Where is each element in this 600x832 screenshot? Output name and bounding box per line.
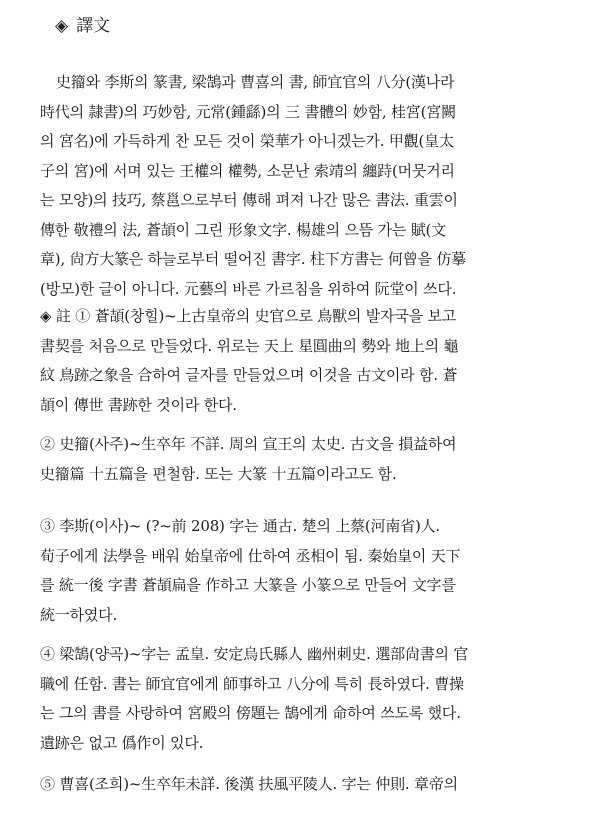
note-line: 는 그의 書를 사랑하여 宮殿의 傍題는 鵠에게 命하여 쓰도록 했다. (40, 704, 461, 722)
note-line: ④ 梁鵠(양곡)~字는 孟皇. 安定烏氏縣人 幽州刺史. 選部尙書의 官 (40, 645, 469, 663)
translation-line: 는 모양)의 技巧, 蔡邕으로부터 傳해 펴져 나간 많은 書法. 重雲이 (40, 191, 458, 209)
note-line: 를 統一後 字書 蒼頡扁을 作하고 大篆을 小篆으로 만들어 文字를 (40, 576, 456, 594)
note-line: 書契를 처음으로 만들었다. 위로는 天上 星圓曲의 勢와 地上의 龜 (40, 336, 459, 355)
note-line: 荀子에게 法學을 배워 始皇帝에 仕하여 丞相이 됨. 秦始皇이 天下 (40, 546, 461, 565)
note-line: 紋 鳥跡之象을 合하여 글자를 만들었으며 이것을 古文이라 함. 蒼 (40, 366, 458, 384)
translation-line: 時代의 隷書)의 巧妙함, 元常(鍾繇)의 三 書體의 妙함, 桂宮(宮闕 (40, 102, 456, 121)
note-line: 史籀篇 十五篇을 편철함. 또는 大篆 十五篇이라고도 함. (40, 464, 397, 483)
heading-title: 譯文 (76, 16, 111, 36)
translation-paragraph (40, 68, 580, 304)
translation-line: 史籀와 李斯의 篆書, 梁鵠과 曹喜의 書, 師宜官의 八分(漢나라 (56, 73, 455, 91)
note-line: ⑤ 曹喜(조희)~生卒年未詳. 後漢 扶風平陵人. 字는 仲則. 章帝의 (40, 775, 458, 793)
translation-line: 子의 宮)에 서며 있는 王權의 權勢, 소문난 索靖의 纏跱(머뭇거리 (40, 161, 455, 180)
translation-line: 章), 尙方大篆은 하늘로부터 떨어진 書字. 柱下方書는 何曾을 仿摹 (40, 250, 466, 268)
footnote-2 (40, 430, 580, 489)
note-line: 遺跡은 없고 僞作이 있다. (40, 733, 204, 752)
diamond-bullet-icon: ◈ (55, 16, 69, 36)
note-line: 統一하였다. (40, 605, 118, 624)
footnote-5 (40, 770, 580, 800)
footnote-3 (40, 512, 580, 630)
note-line: 職에 任함. 書는 師宜官에게 師事하고 八分에 특히 長하였다. 曹操 (40, 674, 464, 693)
note-line: ③ 李斯(이사)~ (?~前 208) 字는 通古. 楚의 上蔡(河南省)人. (40, 517, 440, 535)
note-line: ② 史籀(사주)~生卒年 不詳. 周의 宣王의 太史. 古文을 損益하여 (40, 435, 457, 453)
footnote-4 (40, 640, 580, 758)
translation-line: (방모)한 글이 아니다. 元藝의 바른 가르침을 위하여 阮堂이 쓰다. (40, 279, 457, 298)
translation-line: 傳한 敬禮의 法, 蒼頡이 그린 形象文字. 楊雄의 으뜸 가는 賦(文 (40, 220, 447, 239)
footnote-1 (40, 302, 580, 420)
translation-line: 의 宮名)에 가득하게 찬 모든 것이 榮華가 아니겠는가. 甲觀(皇太 (40, 132, 454, 150)
note-line: 頡이 傳世 書跡한 것이라 한다. (40, 395, 237, 414)
note-line: ◈ 註 ① 蒼頡(창힐)~上古皇帝의 史官으로 鳥獸의 발자국을 보고 (40, 307, 457, 325)
section-heading (55, 14, 110, 38)
